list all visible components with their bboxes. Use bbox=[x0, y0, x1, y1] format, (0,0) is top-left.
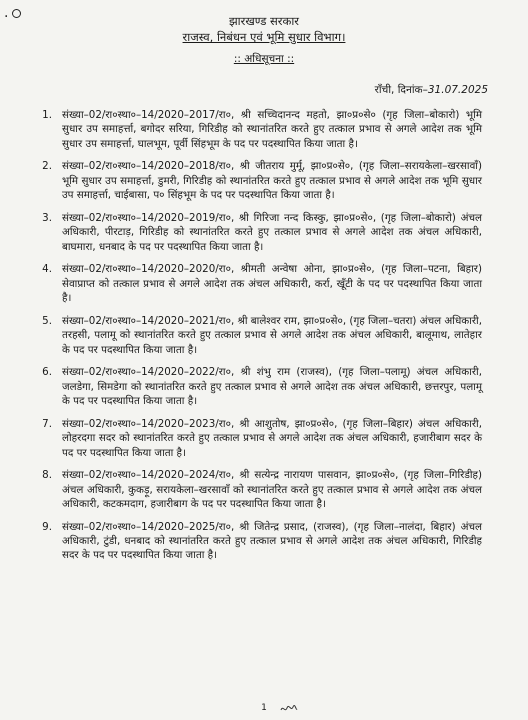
notification-item bbox=[42, 108, 482, 151]
notification-item bbox=[42, 262, 482, 305]
date-value: 31.07.2025 bbox=[427, 84, 488, 96]
item-number: 6. bbox=[42, 366, 52, 379]
item-text: संख्या–02/रा०स्था०–14/2020–2022/रा०, श्री शंभु राम (राजस्व), (गृह जिला–पलामू) अंचल अधिकारी, जलडेगा, सिमडेगा को स्थानांतरित करते हुए तत्काल प्रभाव से अगले आदेश तक अंचल अधिकारी, छत्तरपुर, पलामू के पद पर पदस्थापित किया जाता है। bbox=[62, 366, 482, 408]
item-text: संख्या–02/रा०स्था०–14/2020–2017/रा०, श्री सच्चिदानन्द महतो, झा०प्र०से० (गृह जिला–बोकारो) भूमि सुधार उप समाहर्त्ता, बगोदर सरिया, गिरिडीह को स्थानांतरित करते हुए तत्काल प्रभाव से अगले आदेश तक भूमि सुधार उप समाहर्त्ता, घालभूम, पूर्वी सिंहभूम के पद पर पदस्थापित किया जाता है। bbox=[62, 109, 482, 150]
date-prefix: राँची, दिनांक– bbox=[374, 84, 428, 96]
item-number: 3. bbox=[42, 211, 52, 224]
item-number: 7. bbox=[42, 417, 52, 430]
item-number: 9. bbox=[42, 520, 52, 533]
item-text: संख्या–02/रा०स्था०–14/2020–2024/रा०, श्री सत्येन्द्र नारायण पासवान, झा०प्र०से०, (गृह जिला–गिरिडीह) अंचल अधिकारी, कुकड़ू, सरायकेला–खरसावाँ को स्थानांतरित करते हुए तत्काल प्रभाव से अगले आदेश तक अंचल अधिकारी, कटकमदाग, हजारीबाग के पद पर पदस्थापित किया जाता है। bbox=[62, 469, 482, 510]
notification-item bbox=[42, 314, 482, 357]
item-text: संख्या–02/रा०स्था०–14/2020–2018/रा०, श्री जीतराय मुर्मू, झा०प्र०से०, (गृह जिला–सरायकेला–खरसावाँ) भूमि सुधार उप समाहर्त्ता, डुमरी, गिरिडीह को स्थानांतरित करते हुए तत्काल प्रभाव से अगले आदेश तक भूमि सुधार उप समाहर्त्ता, चाईबासा, प० सिंहभूम के पद पर पदस्थापित किया जाता है। bbox=[62, 160, 482, 202]
corner-mark: . bbox=[4, 6, 21, 20]
item-number: 8. bbox=[42, 469, 52, 482]
notification-item bbox=[42, 211, 482, 254]
item-text: संख्या–02/रा०स्था०–14/2020–2020/रा०, श्रीमती अन्वेषा ओना, झा०प्र०से०, (गृह जिला–पटना, बिहार) सेवाप्राप्त को तत्काल प्रभाव से अगले आदेश तक अंचल अधिकारी, कर्रा, खूँटी के पद पर पदस्थापित किया जाता है। bbox=[62, 263, 482, 305]
item-text: संख्या–02/रा०स्था०–14/2020–2025/रा०, श्री जितेन्द्र प्रसाद, (राजस्व), (गृह जिला–नालंदा, बिहार) अंचल अधिकारी, टुंडी, धनबाद को स्थानांतरित करते हुए तत्काल प्रभाव से अगले आदेश तक अंचल अधिकारी, गिरिडीह सदर के पद पर पदस्थापित किया जाता है। bbox=[62, 520, 482, 562]
document-header bbox=[0, 14, 528, 66]
notification-item bbox=[42, 417, 482, 460]
item-text: संख्या–02/रा०स्था०–14/2020–2021/रा०, श्री बालेश्वर राम, झा०प्र०से०, (गृह जिला–चतरा) अंचल अधिकारी, तरहसी, पलामू को स्थानांतरित करते हुए तत्काल प्रभाव से अगले आदेश तक अंचल अधिकारी, बालूमाथ, लातेहार के पद पर पदस्थापित किया जाता है। bbox=[62, 314, 482, 356]
page-number: 1 bbox=[261, 703, 267, 713]
item-text: संख्या–02/रा०स्था०–14/2020–2019/रा०, श्री गिरिजा नन्द किस्कु, झा०प्र०से०, (गृह जिला–बोकारो) अंचल अधिकारी, पीरटाड़, गिरिडीह को स्थानांतरित करते हुए तत्काल प्रभाव से अगले आदेश तक अंचल अधिकारी, बाघमारा, धनबाद के पद पर पदस्थापित किया जाता है। bbox=[62, 211, 482, 253]
item-number: 1. bbox=[42, 109, 52, 121]
notification-item bbox=[42, 468, 482, 511]
notification-items bbox=[42, 108, 482, 571]
item-number: 4. bbox=[42, 263, 52, 276]
item-number: 2. bbox=[42, 160, 52, 173]
notification-item bbox=[42, 365, 482, 408]
department-name: राजस्व, निबंधन एवं भूमि सुधार विभाग। bbox=[182, 30, 346, 44]
notification-item bbox=[42, 159, 482, 202]
date-line bbox=[375, 83, 488, 97]
signature-mark-icon bbox=[280, 704, 298, 714]
government-name: झारखण्ड सरकार bbox=[228, 14, 300, 28]
item-text: संख्या–02/रा०स्था०–14/2020–2023/रा०, श्री आशुतोष, झा०प्र०से०, (गृह जिला–बिहार) अंचल अधिकारी, लोहरदगा सदर को स्थानांतरित करते हुए तत्काल प्रभाव से अगले आदेश तक अंचल अधिकारी, हजारीबाग सदर के पद पर पदस्थापित किया जाता है। bbox=[62, 417, 482, 459]
item-number: 5. bbox=[42, 314, 52, 327]
notification-title: :: अधिसूचना :: bbox=[233, 53, 295, 65]
notification-item bbox=[42, 520, 482, 563]
